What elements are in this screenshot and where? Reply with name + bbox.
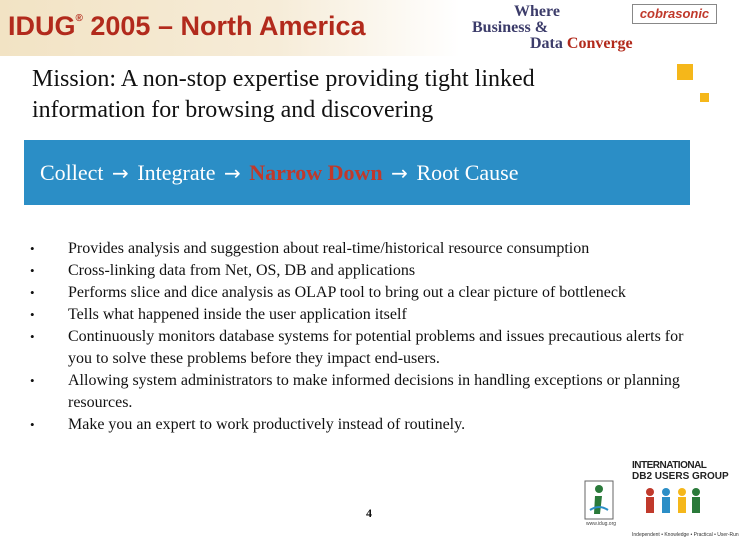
info-url: www.idug.org xyxy=(586,521,617,527)
list-item xyxy=(30,370,690,414)
slide-header xyxy=(0,0,720,58)
process-banner xyxy=(24,140,690,205)
bullet-icon: • xyxy=(30,417,35,432)
step-integrate: Integrate xyxy=(137,160,216,185)
step-narrow-down: Narrow Down xyxy=(249,160,383,185)
list-item-text: Continuously monitors database systems for potential problems and issues precautious alerts for you to solve these problems before they impact end-users. xyxy=(68,328,684,367)
logo-line1: INTERNATIONAL xyxy=(632,460,707,471)
people-icon xyxy=(640,486,704,516)
info-logo-icon xyxy=(584,480,617,527)
logo-line2: DB2 USERS GROUP xyxy=(632,471,729,482)
list-item xyxy=(30,260,690,282)
process-flow xyxy=(40,160,519,186)
tagline-converge: Converge xyxy=(566,35,633,52)
list-item xyxy=(30,326,690,370)
tagline-data: Data xyxy=(530,35,567,52)
list-item-text: Allowing system administrators to make informed decisions in handling exceptions or planning resources. xyxy=(68,372,680,411)
list-item xyxy=(30,282,690,304)
list-item xyxy=(30,414,690,436)
step-root-cause: Root Cause xyxy=(416,160,519,185)
bullet-icon: • xyxy=(30,241,35,256)
tagline xyxy=(472,4,633,52)
logo-slogan: Independent • Knowledge • Practical • User-Run xyxy=(632,532,739,538)
list-item-text: Make you an expert to work productively instead of routinely. xyxy=(68,416,466,433)
arrow-icon: → xyxy=(112,161,129,185)
list-item-text: Tells what happened inside the user application itself xyxy=(68,306,407,323)
bullet-icon: • xyxy=(30,285,35,300)
bullet-icon: • xyxy=(30,307,35,322)
title-idug: IDUG xyxy=(8,11,76,41)
page-number: 4 xyxy=(366,506,372,520)
feature-list xyxy=(30,238,690,436)
bullet-icon: • xyxy=(30,373,35,388)
mission-statement: Mission: A non-stop expertise providing tight linked information for browsing and discovering xyxy=(32,66,535,123)
registered-mark: ® xyxy=(75,13,83,24)
list-item-text: Performs slice and dice analysis as OLAP tool to bring out a clear picture of bottleneck xyxy=(68,284,626,301)
tagline-line1: Where xyxy=(514,3,560,20)
list-item-text: Provides analysis and suggestion about real-time/historical resource consumption xyxy=(68,240,590,257)
title-rest: 2005 – North America xyxy=(82,11,366,41)
bullet-icon: • xyxy=(30,329,35,344)
tagline-line2: Business & xyxy=(472,19,549,36)
decorative-square-small xyxy=(700,93,709,102)
list-item xyxy=(30,238,690,260)
cobrasonic-logo: cobrasonic xyxy=(632,4,717,24)
tagline-line3 xyxy=(472,36,633,52)
conference-title xyxy=(8,11,366,42)
list-item-text: Cross-linking data from Net, OS, DB and applications xyxy=(68,262,416,279)
list-item xyxy=(30,304,690,326)
step-collect: Collect xyxy=(40,160,104,185)
arrow-icon: → xyxy=(223,161,241,185)
idug-international-logo xyxy=(632,460,739,538)
bullet-icon: • xyxy=(30,263,35,278)
decorative-square xyxy=(677,64,693,80)
arrow-icon: → xyxy=(391,161,408,185)
